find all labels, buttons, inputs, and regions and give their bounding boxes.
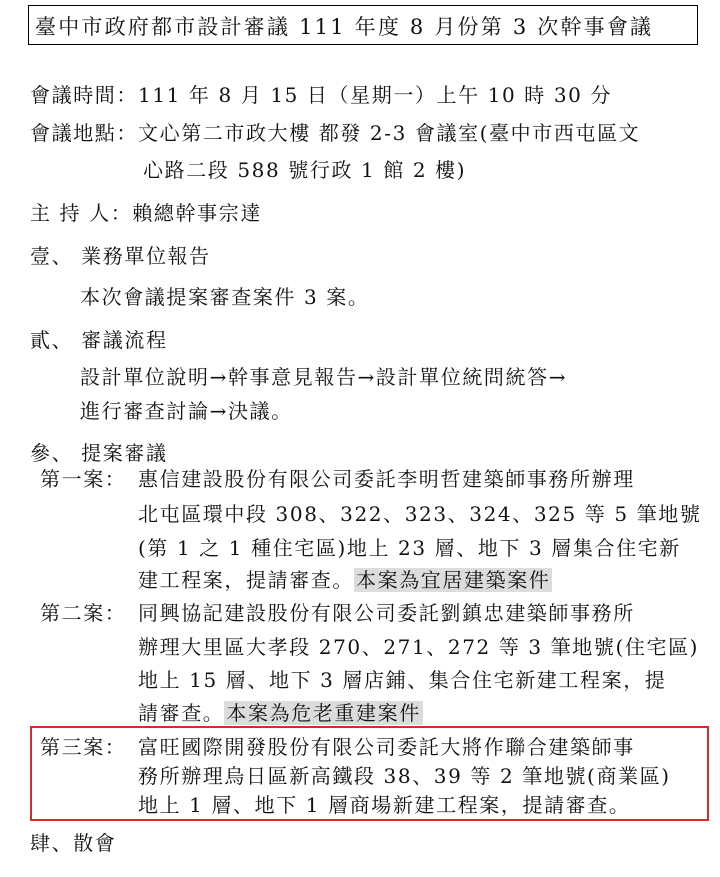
section1-heading: 壹、 業務單位報告	[30, 244, 211, 268]
section2-heading: 貳、 審議流程	[30, 328, 168, 352]
case1-line1: 惠信建設股份有限公司委託李明哲建築師事務所辦理	[138, 467, 635, 491]
case2-line1: 同興協記建設股份有限公司委託劉鎮忠建築師事務所	[138, 601, 635, 625]
meeting-chair: 主 持 人：賴總幹事宗達	[30, 201, 262, 225]
section3-heading: 參、 提案審議	[30, 441, 168, 465]
case1-note: 本案為宜居建築案件	[356, 568, 551, 592]
case2-line4	[138, 700, 423, 726]
section2-line1: 設計單位說明→幹事意見報告→設計單位統問統答→	[80, 365, 568, 389]
case3-label: 第三案：	[40, 735, 127, 759]
case2-line2: 辦理大里區大孝段 270、271、272 等 3 筆地號(住宅區)	[138, 635, 700, 659]
meeting-location-line1: 會議地點：文心第二市政大樓 都發 2-3 會議室(臺中市西屯區文	[30, 121, 641, 145]
case2-line4-text: 請審查。	[138, 701, 225, 725]
section1-body: 本次會議提案審查案件 3 案。	[80, 285, 370, 309]
case2-label: 第二案：	[40, 601, 127, 625]
section4-heading: 肆、散會	[30, 831, 117, 855]
case1-line4	[138, 567, 552, 593]
case1-line3: (第 1 之 1 種住宅區)地上 23 層、地下 3 層集合住宅新	[138, 536, 681, 560]
case1-line2: 北屯區環中段 308、322、323、324、325 等 5 筆地號	[138, 502, 702, 526]
case3-line3: 地上 1 層、地下 1 層商場新建工程案，提請審查。	[138, 793, 631, 817]
meeting-location-line2: 心路二段 588 號行政 1 館 2 樓)	[143, 158, 467, 182]
meeting-time: 會議時間：111 年 8 月 15 日（星期一）上午 10 時 30 分	[30, 83, 613, 107]
case2-note: 本案為危老重建案件	[226, 701, 421, 725]
case1-line4-text: 建工程案，提請審查。	[138, 568, 354, 592]
section2-line2: 進行審查討論→決議。	[80, 399, 293, 423]
document-title: 臺中市政府都市設計審議 111 年度 8 月份第 3 次幹事會議	[35, 15, 654, 39]
case3-line2: 務所辦理烏日區新高鐵段 38、39 等 2 筆地號(商業區)	[138, 764, 671, 788]
title-box	[28, 5, 698, 45]
case2-line3: 地上 15 層、地下 3 層店鋪、集合住宅新建工程案，提	[138, 668, 667, 692]
case3-line1: 富旺國際開發股份有限公司委託大將作聯合建築師事	[138, 735, 635, 759]
case1-label: 第一案：	[40, 467, 127, 491]
